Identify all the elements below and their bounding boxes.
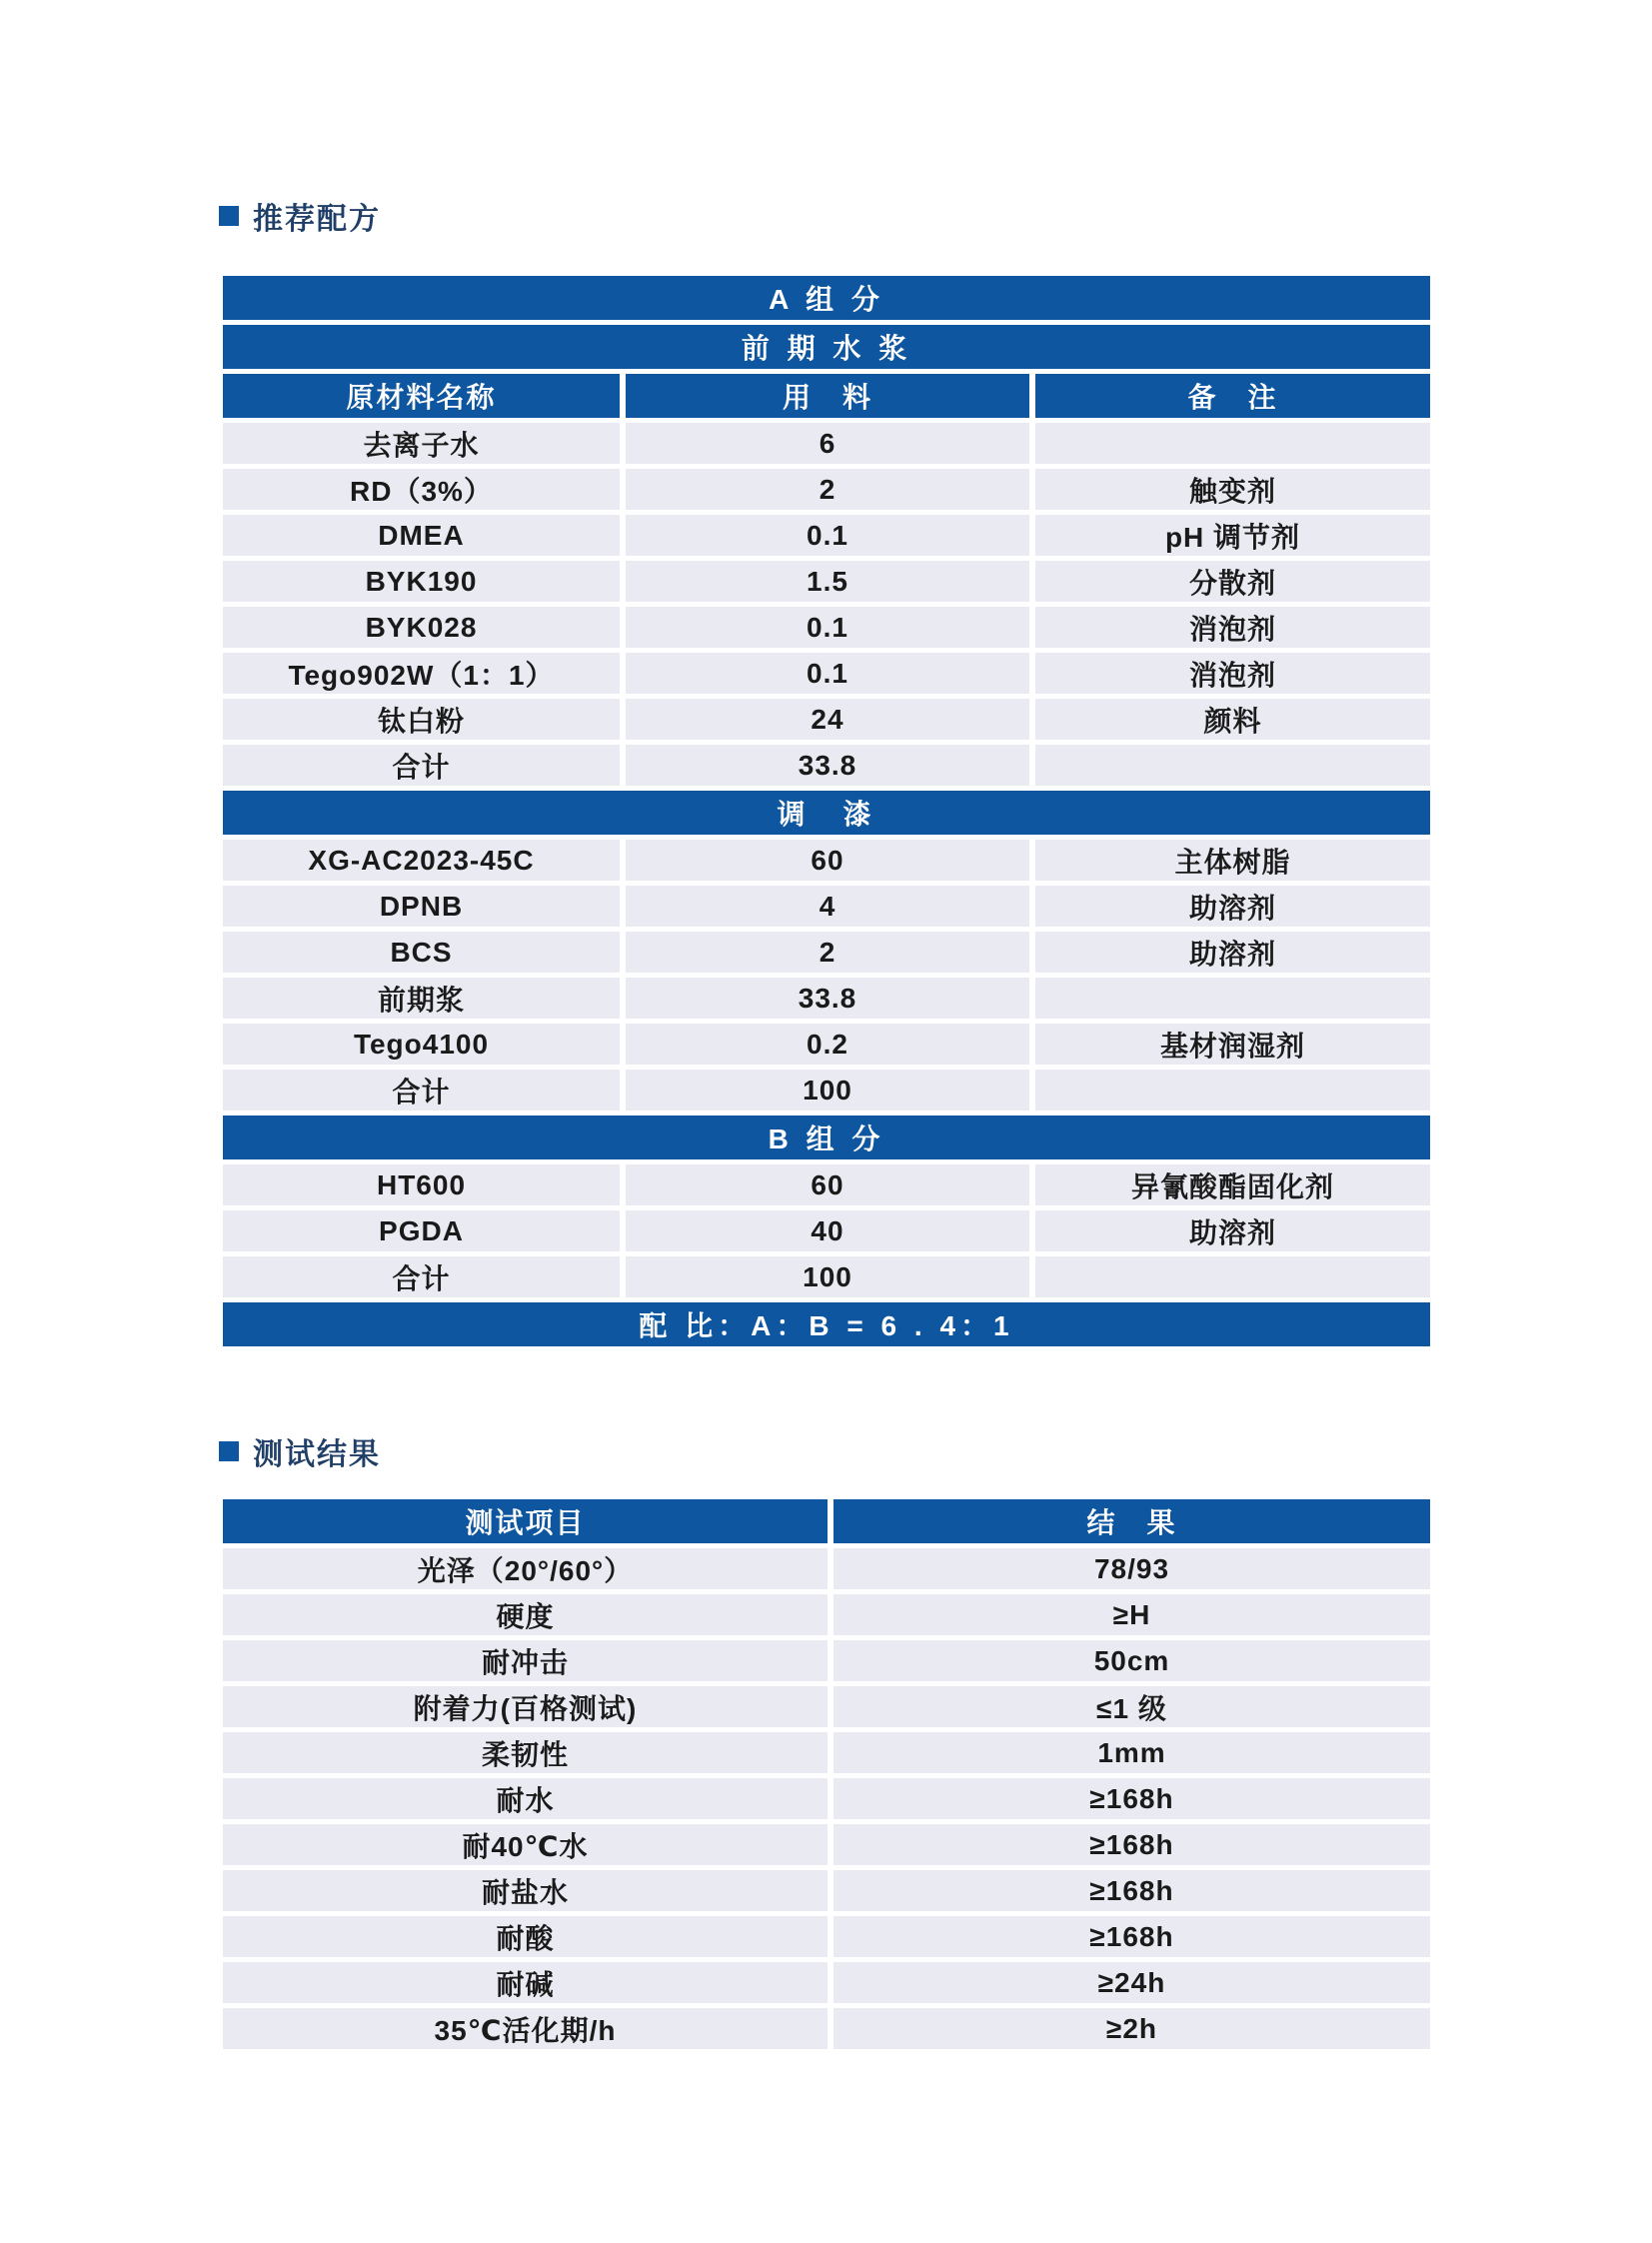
material-cell: 钛白粉 (223, 699, 620, 740)
amount-cell: 0.1 (626, 653, 1029, 694)
test-item-cell: 耐酸 (223, 1916, 827, 1957)
material-cell: 去离子水 (223, 423, 620, 464)
table-row (223, 978, 1430, 1019)
material-cell: Tego4100 (223, 1024, 620, 1065)
amount-cell: 100 (626, 1070, 1029, 1111)
table-row (223, 1548, 1430, 1589)
band-slurry: 前 期 水 浆 (223, 325, 1430, 369)
table-row (223, 1916, 1430, 1957)
material-cell: 合计 (223, 1070, 620, 1111)
square-bullet-icon (219, 1441, 239, 1461)
amount-cell: 0.2 (626, 1024, 1029, 1065)
amount-cell: 2 (626, 469, 1029, 510)
amount-cell: 2 (626, 932, 1029, 973)
table-row (223, 607, 1430, 648)
table-row (223, 1640, 1430, 1681)
note-cell: 基材润湿剂 (1035, 1024, 1430, 1065)
table-row (223, 1686, 1430, 1727)
result-cell: 1mm (833, 1732, 1430, 1773)
table-row (223, 1962, 1430, 2003)
section-heading-results (219, 1429, 381, 1473)
column-header-material: 原材料名称 (223, 374, 620, 418)
table-row (223, 1210, 1430, 1251)
material-cell: PGDA (223, 1210, 620, 1251)
note-cell: 触变剂 (1035, 469, 1430, 510)
note-cell (1035, 1070, 1430, 1111)
column-header-test-item: 测试项目 (223, 1499, 827, 1543)
table-row (223, 515, 1430, 556)
amount-cell: 1.5 (626, 561, 1029, 602)
square-bullet-icon (219, 206, 239, 226)
band-component-a: A 组 分 (223, 276, 1430, 320)
table-row (223, 1164, 1430, 1205)
amount-cell: 6 (626, 423, 1029, 464)
table-row (223, 561, 1430, 602)
note-cell: 助溶剂 (1035, 932, 1430, 973)
table-row (223, 2008, 1430, 2049)
table-row-total (223, 745, 1430, 786)
column-header-row (223, 1499, 1430, 1543)
amount-cell: 33.8 (626, 978, 1029, 1019)
column-header-amount: 用 料 (626, 374, 1029, 418)
test-item-cell: 耐冲击 (223, 1640, 827, 1681)
table-row (223, 653, 1430, 694)
amount-cell: 60 (626, 1164, 1029, 1205)
amount-cell: 100 (626, 1256, 1029, 1297)
table-row (223, 1778, 1430, 1819)
test-item-cell: 光泽（20°/60°） (223, 1548, 827, 1589)
material-cell: BCS (223, 932, 620, 973)
test-item-cell: 柔韧性 (223, 1732, 827, 1773)
note-cell (1035, 978, 1430, 1019)
material-cell: BYK028 (223, 607, 620, 648)
material-cell: 合计 (223, 745, 620, 786)
note-cell: 分散剂 (1035, 561, 1430, 602)
table-row (223, 1732, 1430, 1773)
test-item-cell: 35℃活化期/h (223, 2008, 827, 2049)
material-cell: RD（3%） (223, 469, 620, 510)
note-cell: 消泡剂 (1035, 653, 1430, 694)
material-cell: BYK190 (223, 561, 620, 602)
table-row (223, 469, 1430, 510)
note-cell: 颜料 (1035, 699, 1430, 740)
result-cell: ≤1 级 (833, 1686, 1430, 1727)
result-cell: ≥168h (833, 1824, 1430, 1865)
note-cell: 助溶剂 (1035, 886, 1430, 927)
test-item-cell: 附着力(百格测试) (223, 1686, 827, 1727)
note-cell: 异氰酸酯固化剂 (1035, 1164, 1430, 1205)
test-item-cell: 耐盐水 (223, 1870, 827, 1911)
material-cell: Tego902W（1：1） (223, 653, 620, 694)
table-row (223, 699, 1430, 740)
note-cell: 消泡剂 (1035, 607, 1430, 648)
table-row (223, 1594, 1430, 1635)
material-cell: DMEA (223, 515, 620, 556)
table-row (223, 932, 1430, 973)
result-cell: 78/93 (833, 1548, 1430, 1589)
result-cell: ≥168h (833, 1916, 1430, 1957)
material-cell: HT600 (223, 1164, 620, 1205)
material-cell: DPNB (223, 886, 620, 927)
amount-cell: 40 (626, 1210, 1029, 1251)
note-cell: 助溶剂 (1035, 1210, 1430, 1251)
material-cell: XG-AC2023-45C (223, 840, 620, 881)
test-item-cell: 耐碱 (223, 1962, 827, 2003)
table-row-total (223, 1256, 1430, 1297)
section-title: 推荐配方 (253, 203, 381, 236)
result-cell: ≥H (833, 1594, 1430, 1635)
section-heading-formula (219, 194, 381, 238)
test-item-cell: 耐40℃水 (223, 1824, 827, 1865)
amount-cell: 0.1 (626, 607, 1029, 648)
amount-cell: 24 (626, 699, 1029, 740)
result-cell: 50cm (833, 1640, 1430, 1681)
column-header-row (223, 374, 1430, 418)
band-component-b: B 组 分 (223, 1116, 1430, 1159)
table-row (223, 1870, 1430, 1911)
table-row-total (223, 1070, 1430, 1111)
amount-cell: 0.1 (626, 515, 1029, 556)
note-cell: 主体树脂 (1035, 840, 1430, 881)
table-row (223, 1824, 1430, 1865)
result-cell: ≥2h (833, 2008, 1430, 2049)
table-row (223, 1024, 1430, 1065)
note-cell (1035, 423, 1430, 464)
results-table (223, 1499, 1430, 2054)
formula-table (223, 276, 1430, 1351)
amount-cell: 33.8 (626, 745, 1029, 786)
section-title: 测试结果 (253, 1438, 381, 1471)
note-cell (1035, 1256, 1430, 1297)
table-row (223, 840, 1430, 881)
test-item-cell: 耐水 (223, 1778, 827, 1819)
material-cell: 合计 (223, 1256, 620, 1297)
test-item-cell: 硬度 (223, 1594, 827, 1635)
band-paint-mixing: 调 漆 (223, 791, 1430, 835)
column-header-result: 结 果 (833, 1499, 1430, 1543)
note-cell: pH 调节剂 (1035, 515, 1430, 556)
result-cell: ≥24h (833, 1962, 1430, 2003)
amount-cell: 4 (626, 886, 1029, 927)
material-cell: 前期浆 (223, 978, 620, 1019)
result-cell: ≥168h (833, 1778, 1430, 1819)
table-row (223, 423, 1430, 464)
amount-cell: 60 (626, 840, 1029, 881)
band-mix-ratio: 配 比：A：B = 6 . 4：1 (223, 1302, 1430, 1346)
table-row (223, 886, 1430, 927)
column-header-note: 备 注 (1035, 374, 1430, 418)
note-cell (1035, 745, 1430, 786)
result-cell: ≥168h (833, 1870, 1430, 1911)
